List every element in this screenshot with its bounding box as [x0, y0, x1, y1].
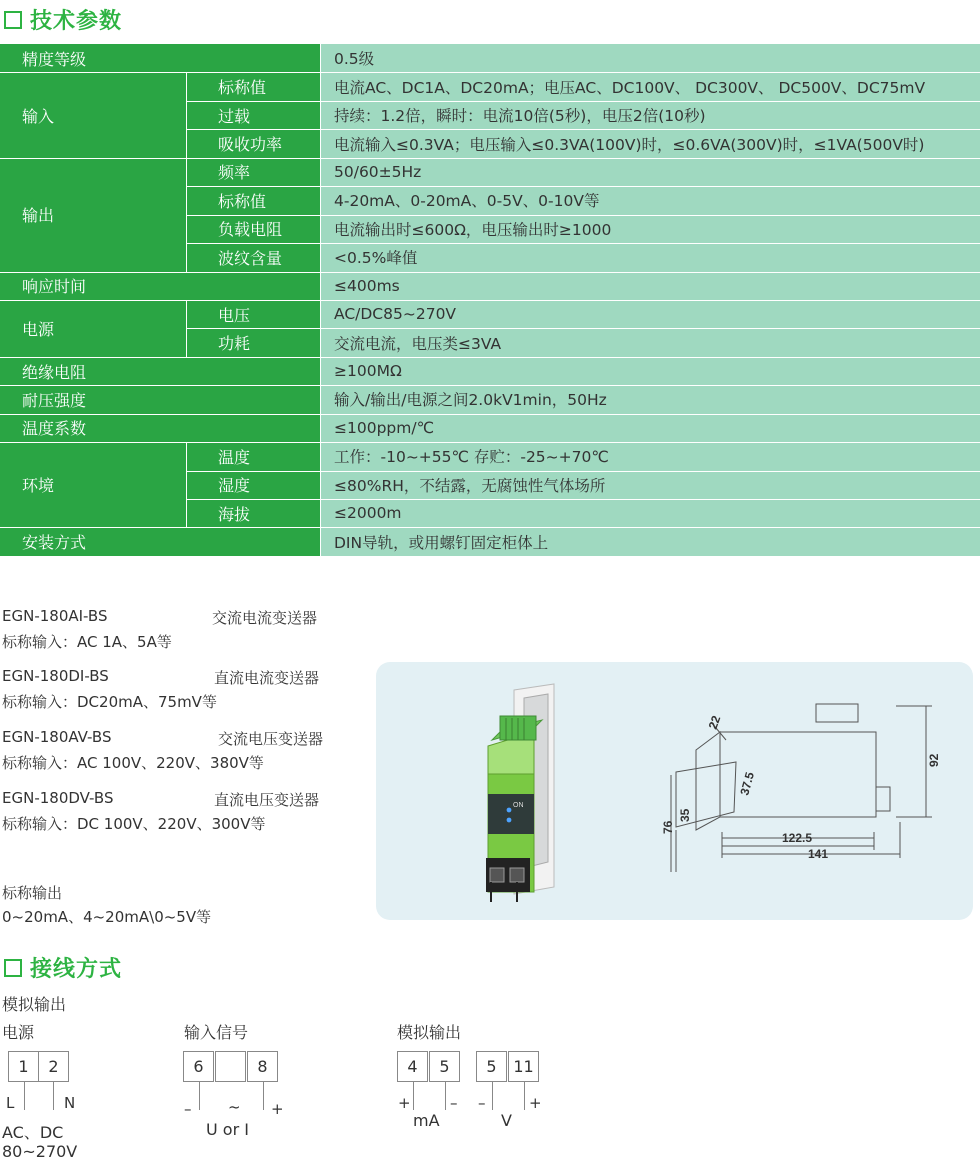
power-desc-2: 80~270V: [2, 1142, 78, 1160]
spec-value: ≤80%RH，不结露，无腐蚀性气体场所: [320, 471, 980, 499]
product-model: EGN-180AV-BS: [2, 728, 112, 746]
terminal-11: 11: [508, 1051, 539, 1082]
spec-value: ≤2000m: [320, 499, 980, 527]
table-row-divider: [0, 414, 980, 415]
spec-sublabel: 湿度: [186, 471, 320, 499]
checkbox-square-icon: [4, 959, 22, 977]
tech-params-title: 技术参数: [30, 9, 123, 34]
product-model: EGN-180DV-BS: [2, 789, 114, 807]
product-type: 交流电流变送器: [212, 609, 318, 627]
table-col-divider: [186, 442, 187, 527]
input-minus-label: –: [184, 1100, 192, 1118]
power-desc-1: AC、DC: [2, 1123, 64, 1142]
spec-value: 工作：-10~+55℃ 存贮：-25~+70℃: [320, 442, 980, 470]
table-row-divider: [186, 129, 980, 130]
product-model: EGN-180AI-BS: [2, 607, 108, 625]
spec-value: ≥100MΩ: [320, 357, 980, 385]
spec-sublabel: 标称值: [186, 72, 320, 100]
terminal-blank: [215, 1051, 246, 1082]
spec-value: AC/DC85~270V: [320, 300, 980, 328]
table-row-divider: [186, 328, 980, 329]
table-row-divider: [0, 272, 980, 273]
spec-label: 绝缘电阻: [0, 357, 320, 385]
wire: [492, 1082, 493, 1110]
spec-value: ≤100ppm/℃: [320, 414, 980, 442]
power-n-label: N: [64, 1094, 76, 1112]
table-row-divider: [186, 499, 980, 500]
spec-label: 响应时间: [0, 272, 320, 300]
spec-sublabel: 波纹含量: [186, 243, 320, 271]
product-model: EGN-180DI-BS: [2, 667, 109, 685]
wiring-subtitle: 模拟输出: [2, 995, 67, 1014]
spec-value: 输入/输出/电源之间2.0kV1min，50Hz: [320, 385, 980, 413]
product-input: 标称输入：DC 100V、220V、300V等: [2, 815, 266, 833]
wire: [445, 1082, 446, 1110]
dim-92: 92: [927, 753, 941, 767]
device-drawing: [376, 662, 973, 920]
spec-table: [0, 44, 980, 556]
table-row-divider: [0, 385, 980, 386]
output-minus-1: –: [450, 1094, 458, 1112]
product-type: 交流电压变送器: [218, 730, 324, 748]
dim-22: 22: [705, 713, 724, 732]
spec-value: <0.5%峰值: [320, 243, 980, 271]
wire: [263, 1082, 264, 1110]
product-type: 直流电流变送器: [214, 669, 320, 687]
spec-value: 电流AC、DC1A、DC20mA；电压AC、DC100V、 DC300V、 DC500V、DC75mV: [320, 72, 980, 100]
spec-sublabel: 负载电阻: [186, 215, 320, 243]
terminal-6: 6: [183, 1051, 214, 1082]
spec-value: 交流电流，电压类≤3VA: [320, 328, 980, 356]
input-plus-label: +: [271, 1100, 284, 1118]
input-signal-title: 输入信号: [184, 1023, 249, 1042]
wiring-heading: [4, 952, 122, 983]
terminal-2: 2: [38, 1051, 69, 1082]
wiring-title: 接线方式: [30, 957, 123, 982]
output-plus-1: +: [398, 1094, 411, 1112]
terminal-5: 5: [476, 1051, 507, 1082]
dim-35: 35: [678, 808, 692, 822]
terminal-5: 5: [429, 1051, 460, 1082]
spec-group-label: 输出: [0, 158, 186, 272]
dim-141: 141: [808, 847, 829, 861]
dim-122-5: 122.5: [782, 831, 813, 845]
table-row-divider: [0, 158, 980, 159]
spec-value: ≤400ms: [320, 272, 980, 300]
spec-group-label: 电源: [0, 300, 186, 357]
terminal-8: 8: [247, 1051, 278, 1082]
table-row-divider: [0, 442, 980, 443]
spec-value: 电流输出时≤600Ω，电压输出时≥1000: [320, 215, 980, 243]
spec-group-label: 环境: [0, 442, 186, 527]
output-minus-2: –: [478, 1094, 486, 1112]
spec-sublabel: 功耗: [186, 328, 320, 356]
spec-sublabel: 电压: [186, 300, 320, 328]
output-v-label: V: [501, 1111, 512, 1130]
spec-value: 持续：1.2倍，瞬时：电流10倍(5秒)，电压2倍(10秒): [320, 101, 980, 129]
output-plus-2: +: [529, 1094, 542, 1112]
spec-group-label: 输入: [0, 72, 186, 157]
checkbox-square-icon: [4, 11, 22, 29]
output-ma-label: mA: [413, 1111, 440, 1130]
dim-37-5: 37.5: [737, 770, 757, 797]
table-row-divider: [186, 243, 980, 244]
dimension-drawing: [671, 704, 932, 872]
table-row-divider: [186, 215, 980, 216]
spec-value: 4-20mA、0-20mA、0-5V、0-10V等: [320, 186, 980, 214]
table-col-divider: [186, 72, 187, 157]
wire: [413, 1082, 414, 1110]
dim-76: 76: [661, 820, 675, 834]
product-figure: [376, 662, 973, 920]
table-col-divider: [186, 300, 187, 357]
output-title: 模拟输出: [397, 1023, 462, 1042]
spec-value: DIN导轨，或用螺钉固定柜体上: [320, 527, 980, 555]
product-input: 标称输入：AC 100V、220V、380V等: [2, 754, 264, 772]
product-type: 直流电压变送器: [214, 791, 320, 809]
table-col-divider: [320, 44, 321, 556]
table-row-divider: [0, 357, 980, 358]
device-on-label: ON: [513, 802, 524, 809]
input-tilde-label: ~: [228, 1098, 241, 1116]
table-row-divider: [186, 101, 980, 102]
product-input: 标称输入：AC 1A、5A等: [2, 633, 172, 651]
terminal-1: 1: [8, 1051, 39, 1082]
wire: [24, 1082, 25, 1110]
table-row-divider: [0, 300, 980, 301]
power-title: 电源: [2, 1023, 35, 1042]
table-row-divider: [186, 186, 980, 187]
nominal-output-value: 0~20mA、4~20mA\0~5V等: [2, 908, 212, 926]
tech-params-heading: [4, 4, 122, 35]
spec-value: 电流输入≤0.3VA；电压输入≤0.3VA(100V)时，≤0.6VA(300V)时，≤1VA(500V时): [320, 129, 980, 157]
table-row-divider: [0, 72, 980, 73]
product-input: 标称输入：DC20mA、75mV等: [2, 693, 217, 711]
spec-label: 安装方式: [0, 527, 320, 555]
table-row-divider: [186, 471, 980, 472]
spec-sublabel: 温度: [186, 442, 320, 470]
spec-sublabel: 海拔: [186, 499, 320, 527]
wire: [53, 1082, 54, 1110]
spec-value: 50/60±5Hz: [320, 158, 980, 186]
spec-sublabel: 过载: [186, 101, 320, 129]
nominal-output-label: 标称输出: [2, 884, 63, 902]
wire: [524, 1082, 525, 1110]
device-photo: [486, 684, 554, 902]
wire: [199, 1082, 200, 1110]
spec-label: 精度等级: [0, 44, 320, 72]
spec-sublabel: 标称值: [186, 186, 320, 214]
input-desc: U or I: [206, 1120, 249, 1139]
terminal-4: 4: [397, 1051, 428, 1082]
spec-label: 温度系数: [0, 414, 320, 442]
power-l-label: L: [6, 1094, 15, 1112]
table-col-divider: [186, 158, 187, 272]
spec-sublabel: 吸收功率: [186, 129, 320, 157]
spec-value: 0.5级: [320, 44, 980, 72]
table-row-divider: [0, 527, 980, 528]
spec-sublabel: 频率: [186, 158, 320, 186]
spec-label: 耐压强度: [0, 385, 320, 413]
